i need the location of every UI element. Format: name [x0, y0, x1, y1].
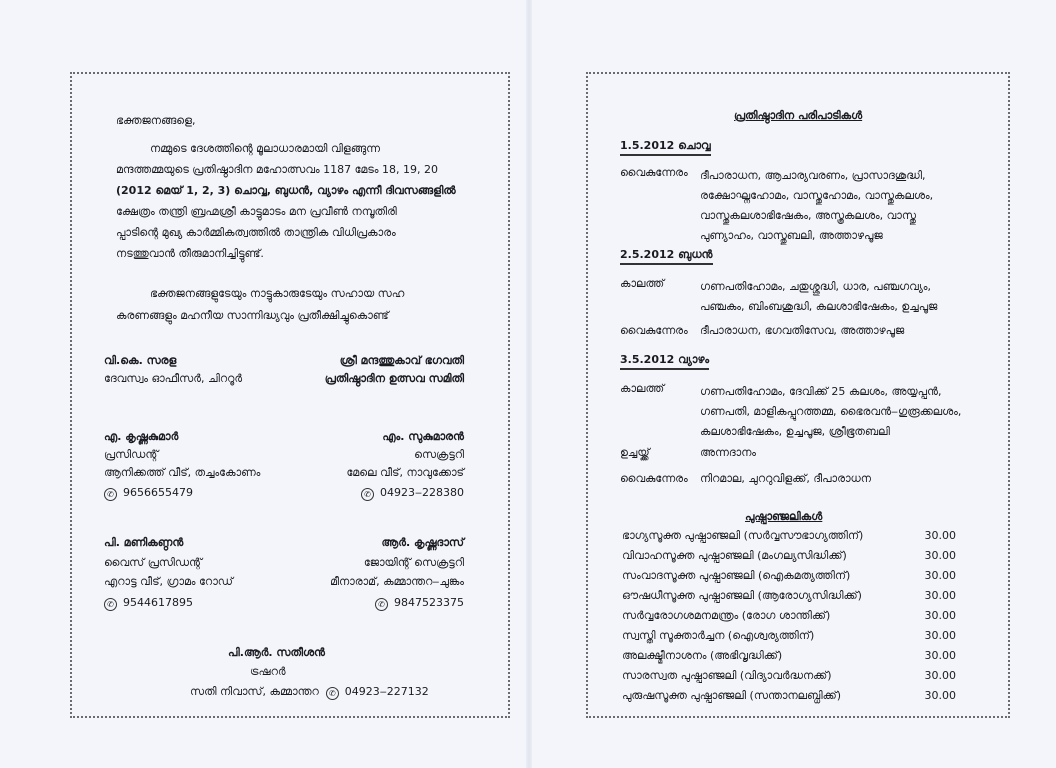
offering-name: വിവാഹസൂക്ത പുഷ്പാഞ്ജലി (മംഗല്യസിദ്ധിക്ക്) [622, 549, 847, 562]
signatory-address: ആനിക്കത്ത് വീട്, തച്ചംകോണം [104, 466, 261, 479]
letter-line: നടത്തുവാൻ തീരുമാനിച്ചിട്ടുണ്ട്. [116, 247, 264, 260]
treasurer-name: പി.ആർ. സതീശൻ [228, 646, 325, 659]
offering-row [622, 586, 962, 606]
letter-line: മന്ദത്തമ്മയുടെ പ്രതിഷ്ഠാദിന മഹോത്സവം 1187 മേടം 18, 19, 20 [116, 163, 438, 176]
offering-price: 30.00 [924, 529, 956, 542]
offering-price: 30.00 [924, 609, 956, 622]
phone-icon: ✆ [326, 687, 339, 700]
signatory-phone [104, 596, 193, 611]
phone-number: 04923‒228380 [380, 486, 464, 499]
closing-line: ഭക്തജനങ്ങളുടേയും നാട്ടുകാരുടേയും സഹായ സഹ [150, 287, 405, 300]
slot-time: വൈകുന്നേരം [620, 166, 688, 179]
phone-icon: ✆ [361, 488, 374, 501]
phone-number: 9847523375 [394, 596, 464, 609]
signatory-address: എറാട്ട വീട്, ഗ്രാമം റോഡ് [104, 575, 233, 588]
slot-activities [700, 277, 937, 317]
offering-price: 30.00 [924, 669, 956, 682]
treasurer-address: സതി നിവാസ്, കമ്മാന്തറ [190, 685, 319, 698]
offering-name: സാരസ്വത പുഷ്പാഞ്ജലി (വിദ്യാവർദ്ധനക്ക്) [622, 669, 832, 682]
letter-body [116, 138, 456, 264]
offering-price: 30.00 [924, 569, 956, 582]
activity-line: ഗണപതി, മാളികപ്പുറത്തമ്മ, ഭൈരവൻ‒ഗുരൂക്കലശം, [700, 405, 962, 418]
signatory-role: ജോയിന്റ് സെക്രട്ടറി [363, 556, 464, 569]
programme-title: പ്രതിഷ്ഠാദിന പരിപാടികൾ [734, 109, 863, 122]
offering-row [622, 546, 962, 566]
offering-name: സംവാദസൂക്ത പുഷ്പാഞ്ജലി (ഐകമത്യത്തിന്) [622, 569, 851, 582]
offerings-title: പുഷ്പാഞ്ജലികൾ [745, 510, 823, 523]
activity-line: വാസ്തുകലശാഭിഷേകം, അസ്ത്രകലശം, വാസ്തു [700, 209, 916, 222]
letter-line: നമ്മുടെ ദേശത്തിന്റെ മൂലാധാരമായി വിളങ്ങുന്ന [150, 142, 380, 155]
page-fold [526, 0, 532, 768]
slot-time: കാലത്ത് [620, 382, 665, 395]
day-heading: 3.5.2012 വ്യാഴം [620, 353, 709, 370]
signatory-phone [290, 596, 464, 611]
slot-time: വൈകുന്നേരം [620, 324, 688, 337]
activity-line: പുണ്യാഹം, വാസ്തുബലി, അത്താഴപൂജ [700, 229, 883, 242]
offering-row [622, 626, 962, 646]
offering-row [622, 646, 962, 666]
signatory-phone [290, 486, 464, 501]
signatory-address: മീനാരാമ്, കമ്മാന്തറ‒ചുങ്കം [330, 575, 464, 588]
offering-name: അലക്ഷ്മീനാശനം (അഭിവൃദ്ധിക്ക്) [622, 649, 783, 662]
signatory-name: ശ്രീ മന്ദത്തുകാവ് ഭഗവതി [339, 354, 464, 367]
phone-icon: ✆ [104, 488, 117, 501]
offering-row [622, 686, 962, 706]
activity-line: പഞ്ചകം, ബിംബശുദ്ധി, കലശാഭിഷേകം, ഉച്ചപൂജ [700, 300, 938, 313]
phone-number: 04923‒227132 [344, 685, 429, 698]
activity-line: ദീപാരാധന, ആചാര്യവരണം, പ്രാസാദശുദ്ധി, [700, 169, 926, 182]
signatory-name: എം. സുകുമാരൻ [382, 430, 464, 443]
offering-price: 30.00 [924, 689, 956, 702]
letter-line: ക്ഷേത്രം തന്ത്രി ബ്രഹ്മശ്രീ കാട്ടുമാടം മന പ്രവീൺ നമ്പൂതിരി [116, 205, 397, 218]
slot-time: ഉച്ചയ്ക്ക് [620, 446, 650, 459]
signatory-role: ദേവസ്വം ഓഫീസർ, ചിററൂർ [104, 372, 243, 385]
slot-activities [700, 382, 961, 442]
offering-row [622, 566, 962, 586]
greeting: ഭക്തജനങ്ങളെ, [116, 114, 196, 127]
signatory-role: പ്രസിഡന്റ് [104, 448, 159, 461]
offering-row [622, 666, 962, 686]
day-heading: 2.5.2012 ബുധൻ [620, 248, 713, 265]
signatory-role: സെക്രട്ടറി [414, 448, 464, 461]
phone-number: 9656655479 [123, 486, 193, 499]
day-heading: 1.5.2012 ചൊവ്വ [620, 139, 711, 156]
signatory-name: ആർ. കൃഷ്ണദാസ് [381, 536, 464, 549]
treasurer-contact [190, 685, 429, 700]
activity-line: ഗണപതിഹോമം, ചതുശ്ശുദ്ധി, ധാര, പഞ്ചഗവ്യം, [700, 280, 932, 293]
offering-price: 30.00 [924, 629, 956, 642]
signatory-name: എ. കൃഷ്ണകുമാർ [104, 430, 179, 443]
phone-icon: ✆ [375, 598, 388, 611]
offering-name: സർവ്വരോഗശമനമന്ത്രം (രോഗ ശാന്തിക്ക്) [622, 609, 831, 622]
phone-number: 9544617895 [123, 596, 193, 609]
signatory-phone [104, 486, 193, 501]
offering-row [622, 606, 962, 626]
activity-line: ദീപാരാധന, ഭഗവതിസേവ, അത്താഴപൂജ [700, 324, 905, 337]
letter-closing [116, 283, 404, 327]
signatory-role: പ്രതിഷ്ഠാദിന ഉത്സവ സമിതി [324, 372, 464, 385]
signatory-name: പി. മണികണ്ഠൻ [104, 536, 184, 549]
slot-activities [700, 166, 933, 246]
activity-line: നിറമാല, ചുററുവിളക്ക്, ദീപാരാധന [700, 472, 871, 485]
offering-price: 30.00 [924, 589, 956, 602]
phone-icon: ✆ [104, 598, 117, 611]
offering-name: പുരുഷസൂക്ത പുഷ്പാഞ്ജലി (സന്താനലബ്ധിക്ക്) [622, 689, 842, 702]
slot-time: വൈകുന്നേരം [620, 472, 688, 485]
letter-line: (2012 മെയ് 1, 2, 3) ചൊവ്വ, ബുധൻ, വ്യാഴം എന്നീ ദിവസങ്ങളിൽ [116, 184, 456, 197]
treasurer-role: ട്രഷറർ [250, 665, 286, 678]
offering-name: സ്വസ്തി സൂക്താർച്ചന (ഐശ്വര്യത്തിന്) [622, 629, 815, 642]
offering-name: ഔഷധീസൂക്ത പുഷ്പാഞ്ജലി (ആരോഗ്യസിദ്ധിക്ക്) [622, 589, 862, 602]
closing-line: കരണങ്ങളും മഹനീയ സാന്നിദ്ധ്യവും പ്രതീക്ഷിച്ചുകൊണ്ട് [116, 309, 389, 322]
activity-line: ഗണപതിഹോമം, ദേവിക്ക് 25 കലശം, അയ്യപ്പൻ, [700, 385, 942, 398]
activity-line: രക്ഷോഘ്നഹോമം, വാസ്തുഹോമം, വാസ്തുകലശം, [700, 189, 934, 202]
signatory-address: മേലെ വീട്, നാവുക്കോട് [346, 466, 464, 479]
signatory-role: വൈസ് പ്രസിഡന്റ് [104, 556, 202, 569]
letter-line: പ്പാടിന്റെ മുഖ്യ കാർമ്മികത്വത്തിൽ താന്ത്രിക വിധിപ്രകാരം [116, 226, 396, 239]
offering-price: 30.00 [924, 549, 956, 562]
slot-time: കാലത്ത് [620, 277, 665, 290]
offering-name: ഭാഗ്യസൂക്ത പുഷ്പാഞ്ജലി (സർവ്വസൗഭാഗ്യത്തിന്) [622, 529, 864, 542]
offerings-list [622, 526, 962, 706]
activity-line: കലശാഭിഷേകം, ഉച്ചപൂജ, ശ്രീഭൂതബലി [700, 425, 890, 438]
offering-row [622, 526, 962, 546]
activity-line: അന്നദാനം [700, 446, 757, 459]
signatory-name: വി.കെ. സരള [104, 354, 177, 367]
offering-price: 30.00 [924, 649, 956, 662]
